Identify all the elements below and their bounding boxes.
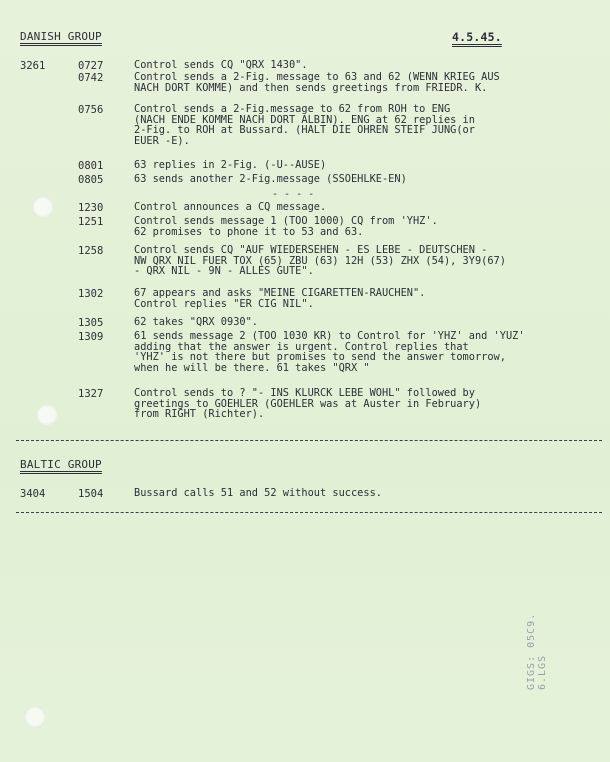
- entry-text: greetings to GOEHLER (GOEHLER was at Auster in February): [134, 397, 482, 410]
- entry-text: (NACH ENDE KOMME NACH DORT ALBIN). ENG at 62 replies in: [134, 113, 475, 126]
- entry-text: Control sends CQ "QRX 1430".: [134, 59, 308, 71]
- entry-time: 0801: [78, 160, 104, 172]
- entry-text: Control replies "ER CIG NIL".: [134, 297, 314, 310]
- entry-time: 1305: [78, 317, 104, 329]
- entry-time: 0805: [78, 174, 104, 186]
- entry-time: 1504: [78, 488, 104, 500]
- entry-text: from RIGHT (Richter).: [134, 408, 265, 420]
- punch-hole: [36, 404, 58, 426]
- entry-time: 0727: [78, 60, 104, 72]
- serial-number: 3404: [20, 488, 46, 500]
- entry-text: 'YHZ' is not there but promises to send the answer tomorrow,: [134, 351, 506, 363]
- entry-text: when he will be there. 61 takes "QRX ": [134, 361, 370, 374]
- serial-number: 3261: [20, 60, 46, 72]
- entry-text: Bussard calls 51 and 52 without success.: [134, 487, 382, 499]
- entry-text: NW QRX NIL FUER TOX (65) ZBU (63) 12H (53) ZHX (54), 3Y9(67): [134, 254, 506, 267]
- entry-text: EUER -E).: [134, 134, 190, 147]
- entry-time: 1327: [78, 388, 104, 400]
- entry-text: 61 sends message 2 (TOO 1030 KR) to Control for 'YHZ' and 'YUZ': [134, 330, 525, 342]
- entry-time: 0742: [78, 72, 104, 84]
- entry-time: 1251: [78, 216, 104, 228]
- section-separator: - - - -: [272, 189, 315, 200]
- entry-text: 63 replies in 2-Fig. (-U--AUSE): [134, 159, 327, 171]
- group-heading-danish: DANISH GROUP: [20, 30, 102, 43]
- section-divider: [16, 440, 602, 441]
- entry-text: Control sends a 2-Fig. message to 63 and 62 (WENN KRIEG AUS: [134, 71, 500, 83]
- entry-text: 62 takes "QRX 0930".: [134, 316, 258, 328]
- entry-text: Control sends message 1 (TOO 1000) CQ from 'YHZ'.: [134, 215, 438, 227]
- entry-text: - QRX NIL - 9N - ALLES GUTE".: [134, 265, 314, 277]
- entry-text: Control announces a CQ message.: [134, 201, 327, 213]
- entry-text: Control sends to ? "- INS KLURCK LEBE WOHL" followed by: [134, 387, 475, 399]
- entry-time: 1309: [78, 331, 104, 343]
- entry-text: NACH DORT KOMME) and then sends greetings from FRIEDR. K.: [134, 81, 488, 94]
- entry-text: 62 promises to phone it to 53 and 63.: [134, 225, 364, 238]
- margin-note: GIGS: 05C9. 6.LGS: [526, 612, 548, 690]
- section-divider: [16, 512, 602, 513]
- group-heading-baltic: BALTIC GROUP: [20, 458, 102, 471]
- punch-hole: [24, 706, 46, 728]
- entry-text: 2-Fig. to ROH at Bussard. (HALT DIE OHREN STEIF JUNG(or: [134, 124, 475, 136]
- entry-time: 1258: [78, 245, 104, 257]
- entry-time: 0756: [78, 104, 104, 116]
- entry-text: 63 sends another 2-Fig.message (SSOEHLKE-EN): [134, 173, 407, 185]
- entry-time: 1302: [78, 288, 104, 300]
- entry-text: Control sends a 2-Fig.message to 62 from ROH to ENG: [134, 103, 451, 115]
- entry-text: adding that the answer is urgent. Control replies that: [134, 340, 469, 353]
- punch-hole: [32, 196, 54, 218]
- entry-text: Control sends CQ "AUF WIEDERSEHEN - ES LEBE - DEUTSCHEN -: [134, 244, 488, 256]
- entry-text: 67 appears and asks "MEINE CIGARETTEN-RAUCHEN".: [134, 287, 426, 299]
- document-date: 4.5.45.: [452, 30, 502, 44]
- entry-time: 1230: [78, 202, 104, 214]
